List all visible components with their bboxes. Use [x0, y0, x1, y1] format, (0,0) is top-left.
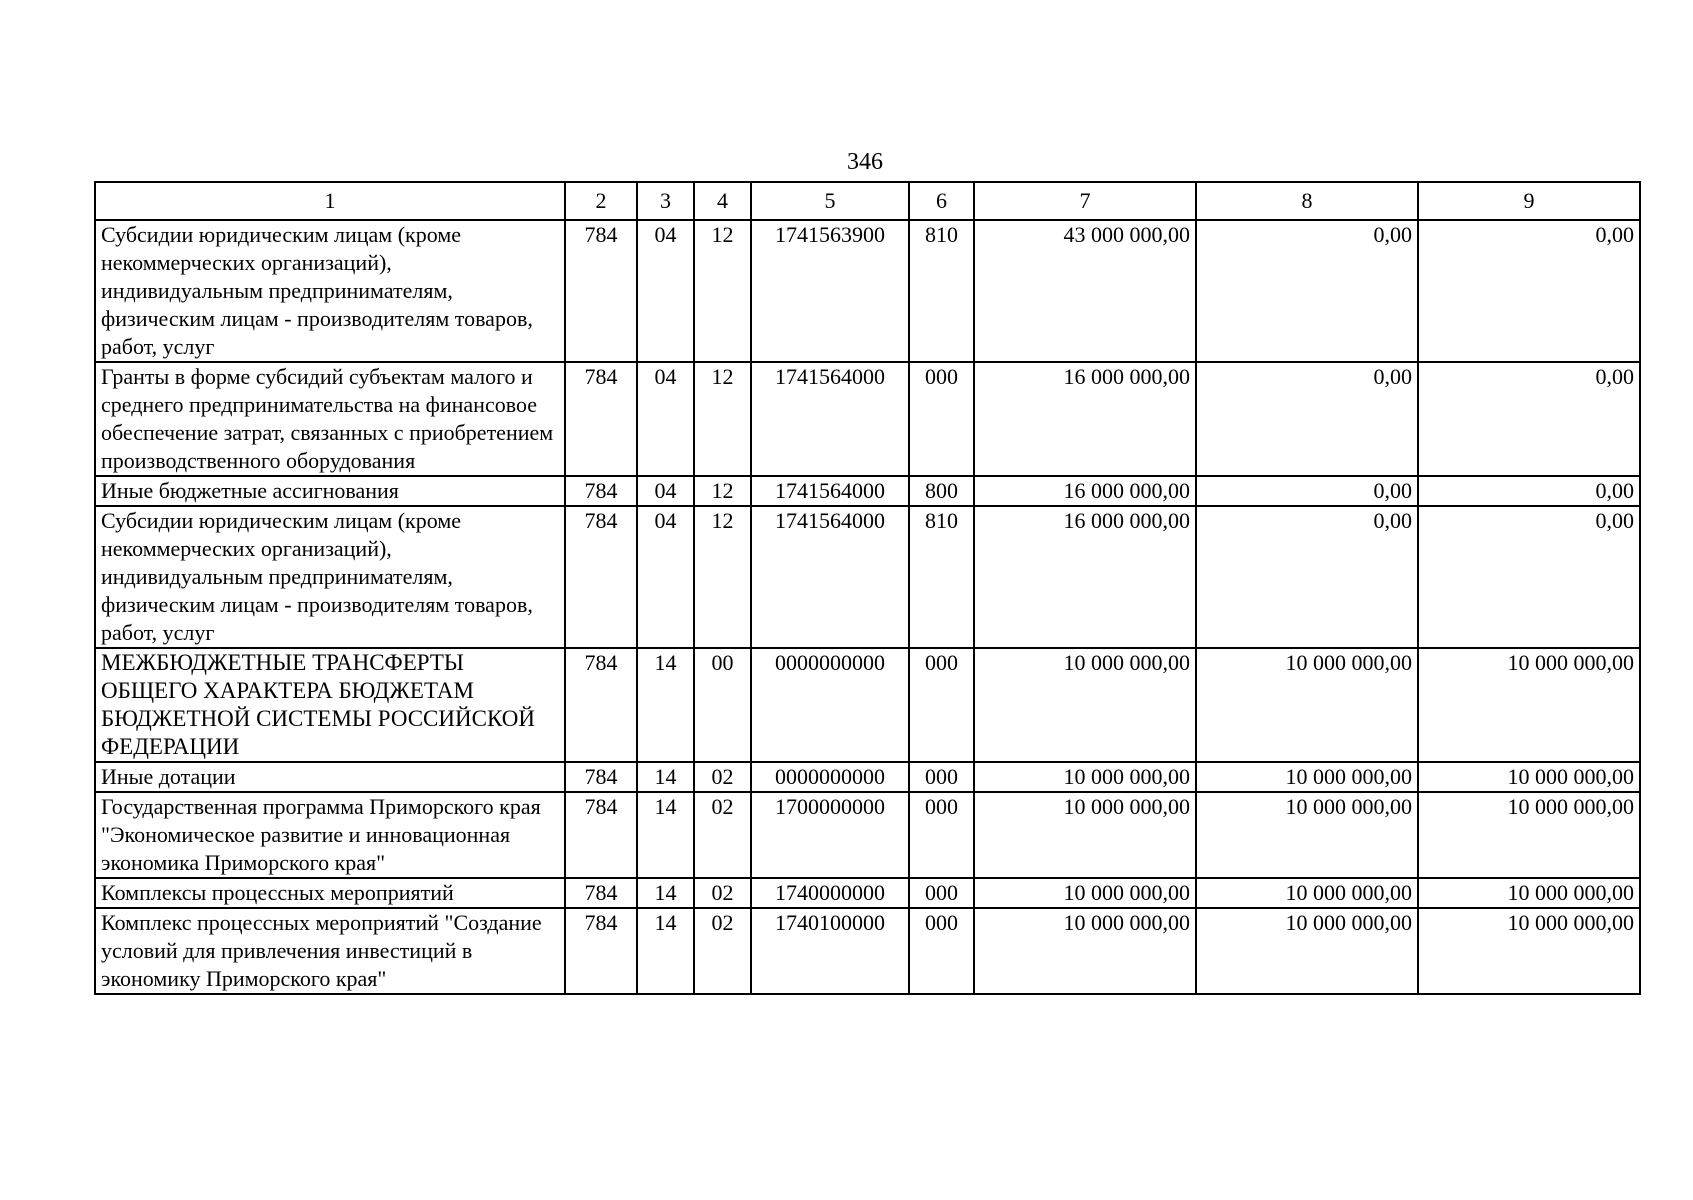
target-article-code: 1740000000: [751, 878, 909, 908]
amount-col8: 10 000 000,00: [1196, 792, 1418, 878]
table-row: [95, 878, 1640, 908]
target-article-code: 1741564000: [751, 476, 909, 506]
grbs-code: 784: [565, 908, 637, 994]
expense-type-code: 000: [909, 762, 974, 792]
header-row: [95, 182, 1640, 220]
row-name: Гранты в форме субсидий субъектам малого и среднего предпринимательства на финансовое обеспечение затрат, связанных с приобретением производственного оборудования: [95, 362, 565, 476]
amount-col8: 0,00: [1196, 362, 1418, 476]
expense-type-code: 000: [909, 362, 974, 476]
column-header: 3: [637, 182, 694, 220]
amount-col9: 0,00: [1418, 362, 1640, 476]
column-header: 6: [909, 182, 974, 220]
amount-col8: 0,00: [1196, 220, 1418, 362]
expense-type-code: 810: [909, 506, 974, 648]
amount-col9: 0,00: [1418, 476, 1640, 506]
amount-col8: 10 000 000,00: [1196, 762, 1418, 792]
amount-col7: 16 000 000,00: [974, 506, 1196, 648]
table-row: [95, 762, 1640, 792]
grbs-code: 784: [565, 762, 637, 792]
subsection-code: 00: [694, 648, 751, 762]
expense-type-code: 810: [909, 220, 974, 362]
expense-type-code: 800: [909, 476, 974, 506]
column-header: 5: [751, 182, 909, 220]
expense-type-code: 000: [909, 878, 974, 908]
amount-col7: 16 000 000,00: [974, 362, 1196, 476]
section-code: 04: [637, 476, 694, 506]
amount-col8: 0,00: [1196, 506, 1418, 648]
section-code: 04: [637, 362, 694, 476]
table-row: [95, 792, 1640, 878]
table-row: [95, 908, 1640, 994]
row-name: Комплексы процессных мероприятий: [95, 878, 565, 908]
amount-col8: 10 000 000,00: [1196, 908, 1418, 994]
grbs-code: 784: [565, 648, 637, 762]
row-name: Субсидии юридическим лицам (кроме некоммерческих организаций), индивидуальным предпринимателям, физическим лицам - производителям товаров, работ, услуг: [95, 220, 565, 362]
subsection-code: 12: [694, 220, 751, 362]
row-name: Государственная программа Приморского края "Экономическое развитие и инновационная экономика Приморского края": [95, 792, 565, 878]
target-article-code: 1740100000: [751, 908, 909, 994]
subsection-code: 12: [694, 362, 751, 476]
amount-col7: 10 000 000,00: [974, 908, 1196, 994]
section-code: 14: [637, 648, 694, 762]
column-header: 9: [1418, 182, 1640, 220]
amount-col9: 10 000 000,00: [1418, 762, 1640, 792]
grbs-code: 784: [565, 506, 637, 648]
table-row: [95, 476, 1640, 506]
grbs-code: 784: [565, 792, 637, 878]
expense-type-code: 000: [909, 792, 974, 878]
target-article-code: 1741564000: [751, 362, 909, 476]
section-code: 04: [637, 506, 694, 648]
page-number: 346: [847, 149, 883, 175]
table-row: [95, 220, 1640, 362]
section-code: 14: [637, 792, 694, 878]
table-row: [95, 506, 1640, 648]
amount-col8: 10 000 000,00: [1196, 878, 1418, 908]
expense-type-code: 000: [909, 908, 974, 994]
table-row: [95, 362, 1640, 476]
subsection-code: 02: [694, 762, 751, 792]
amount-col7: 10 000 000,00: [974, 762, 1196, 792]
target-article-code: 1741564000: [751, 506, 909, 648]
amount-col9: 10 000 000,00: [1418, 908, 1640, 994]
amount-col9: 0,00: [1418, 220, 1640, 362]
row-name: Иные бюджетные ассигнования: [95, 476, 565, 506]
subsection-code: 02: [694, 908, 751, 994]
amount-col9: 10 000 000,00: [1418, 648, 1640, 762]
column-header: 8: [1196, 182, 1418, 220]
grbs-code: 784: [565, 362, 637, 476]
row-name: МЕЖБЮДЖЕТНЫЕ ТРАНСФЕРТЫ ОБЩЕГО ХАРАКТЕРА БЮДЖЕТАМ БЮДЖЕТНОЙ СИСТЕМЫ РОССИЙСКОЙ ФЕДЕРАЦИИ: [95, 648, 565, 762]
amount-col7: 16 000 000,00: [974, 476, 1196, 506]
expense-type-code: 000: [909, 648, 974, 762]
amount-col7: 43 000 000,00: [974, 220, 1196, 362]
budget-table: [94, 181, 1641, 995]
amount-col7: 10 000 000,00: [974, 648, 1196, 762]
grbs-code: 784: [565, 476, 637, 506]
row-name: Комплекс процессных мероприятий "Создание условий для привлечения инвестиций в экономику Приморского края": [95, 908, 565, 994]
amount-col9: 10 000 000,00: [1418, 878, 1640, 908]
row-name: Иные дотации: [95, 762, 565, 792]
amount-col8: 10 000 000,00: [1196, 648, 1418, 762]
row-name: Субсидии юридическим лицам (кроме некоммерческих организаций), индивидуальным предпринимателям, физическим лицам - производителям товаров, работ, услуг: [95, 506, 565, 648]
section-code: 14: [637, 762, 694, 792]
column-header: 4: [694, 182, 751, 220]
target-article-code: 0000000000: [751, 762, 909, 792]
subsection-code: 12: [694, 476, 751, 506]
section-code: 04: [637, 220, 694, 362]
column-header: 1: [95, 182, 565, 220]
amount-col7: 10 000 000,00: [974, 878, 1196, 908]
amount-col7: 10 000 000,00: [974, 792, 1196, 878]
subsection-code: 02: [694, 792, 751, 878]
column-header: 7: [974, 182, 1196, 220]
subsection-code: 12: [694, 506, 751, 648]
grbs-code: 784: [565, 220, 637, 362]
grbs-code: 784: [565, 878, 637, 908]
table-row: [95, 648, 1640, 762]
column-header: 2: [565, 182, 637, 220]
amount-col9: 0,00: [1418, 506, 1640, 648]
amount-col8: 0,00: [1196, 476, 1418, 506]
subsection-code: 02: [694, 878, 751, 908]
amount-col9: 10 000 000,00: [1418, 792, 1640, 878]
target-article-code: 1741563900: [751, 220, 909, 362]
section-code: 14: [637, 908, 694, 994]
section-code: 14: [637, 878, 694, 908]
target-article-code: 1700000000: [751, 792, 909, 878]
target-article-code: 0000000000: [751, 648, 909, 762]
